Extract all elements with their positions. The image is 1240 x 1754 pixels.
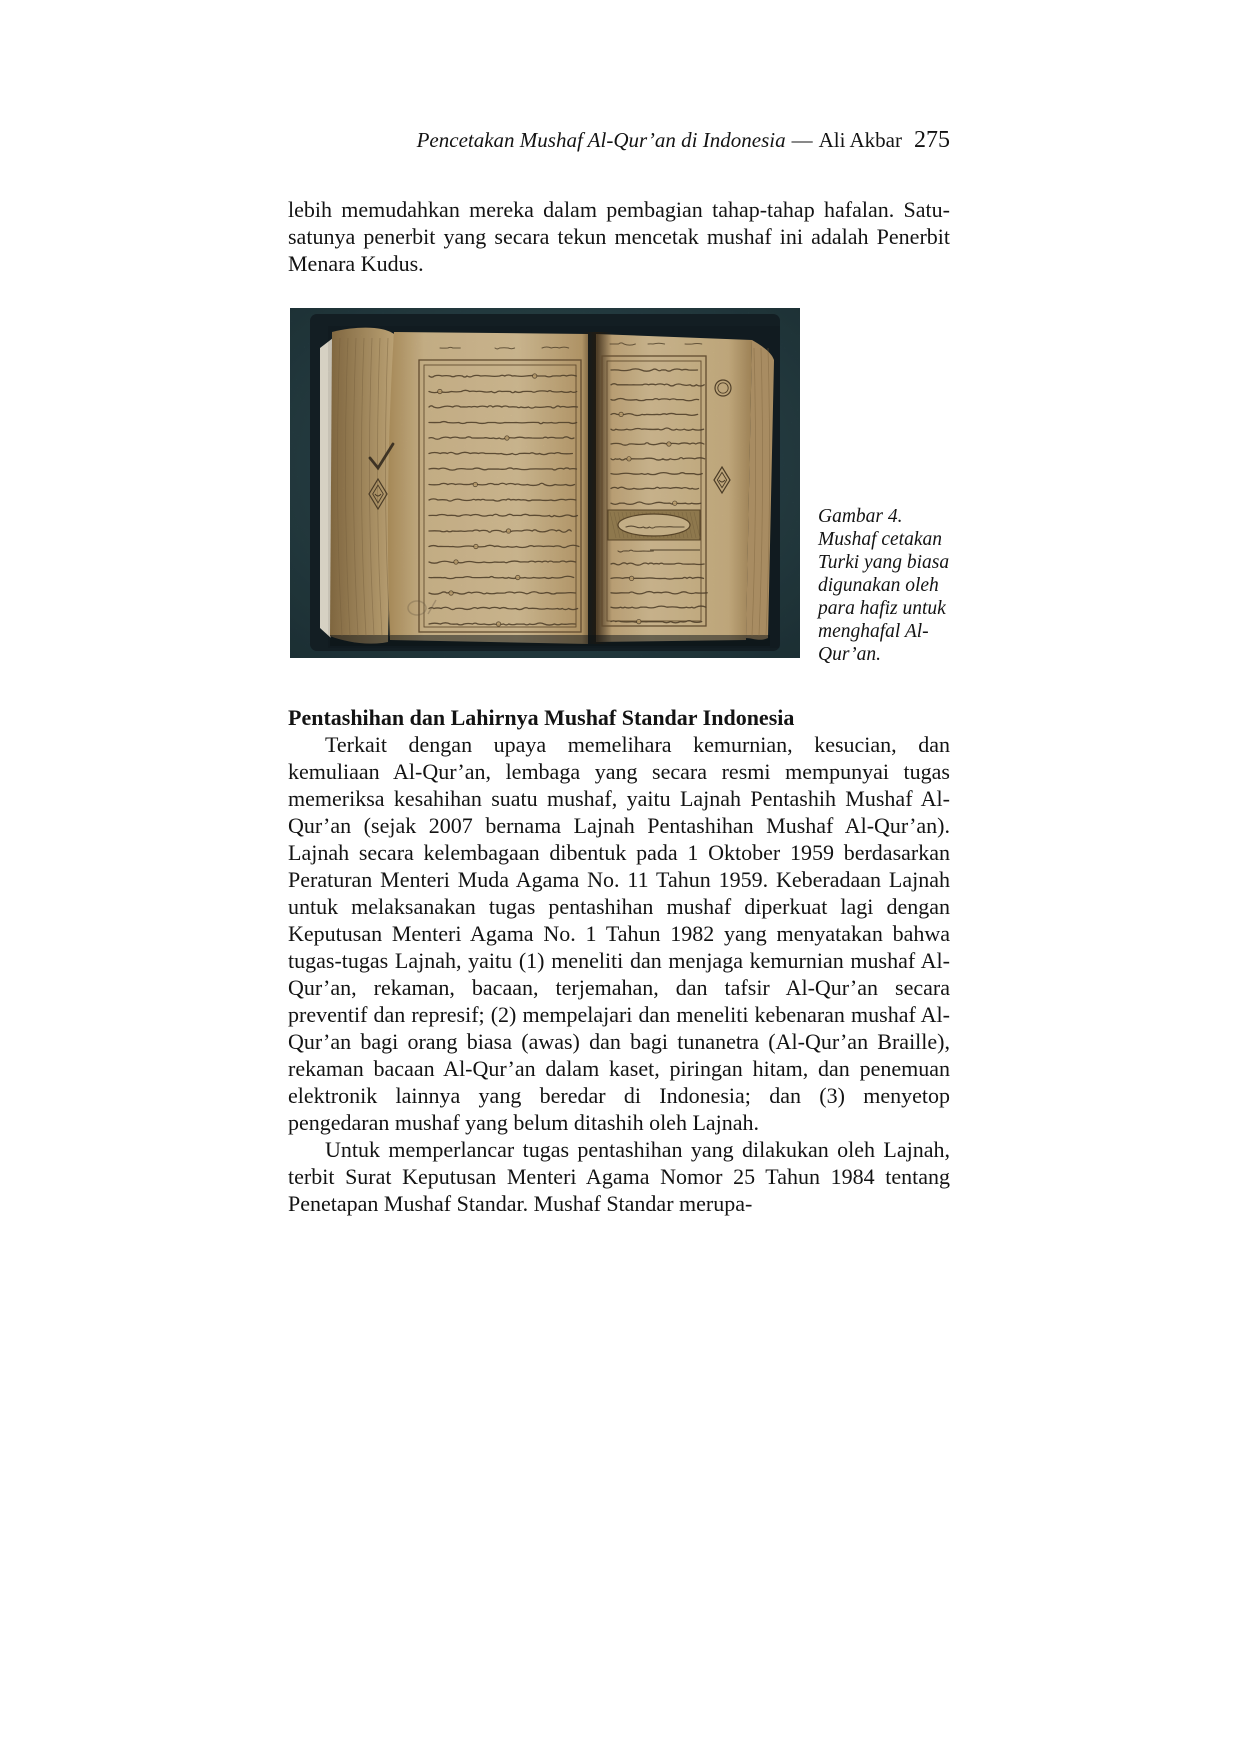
figure-4-photo: [290, 308, 800, 658]
body-paragraph-2: Untuk memperlancar tugas pentashihan yang dilakukan oleh Lajnah, terbit Surat Keputusan Menteri Agama Nomor 25 Tahun 1984 tentang Penetapan Mushaf Standar. Mushaf Standar merupa-: [288, 1137, 950, 1216]
header-author: Ali Akbar: [818, 128, 902, 152]
figure-caption: [818, 505, 970, 666]
header-separator: —: [791, 128, 813, 152]
section-heading: Pentashihan dan Lahirnya Mushaf Standar Indonesia: [288, 705, 795, 730]
figure-caption-label: Gambar 4.: [818, 506, 903, 527]
paper-grain-overlay: [328, 326, 780, 648]
section-pentashihan: [288, 704, 950, 1217]
figure-caption-text: Mushaf cetakan Turki yang biasa digunakan oleh para hafiz untuk menghafal Al-Qur’an.: [818, 529, 950, 665]
quran-photo: [290, 308, 800, 658]
running-header: [288, 127, 950, 153]
running-title: Pencetakan Mushaf Al-Qur’an di Indonesia: [416, 128, 786, 152]
page-number: 275: [914, 127, 950, 153]
body-paragraph-1: Terkait dengan upaya memelihara kemurnian, kesucian, dan kemuliaan Al-Qur’an, lembaga yang secara resmi mempunyai tugas memeriksa kesahihan suatu mushaf, yaitu Lajnah Pentashih Mushaf Al-Qur’an (sejak 2007 bernama Lajnah Pentashihan Mushaf Al-Qur’an). Lajnah secara kelembagaan dibentuk pada 1 Oktober 1959 berdasarkan Peraturan Menteri Muda Agama No. 11 Tahun 1959. Keberadaan Lajnah untuk melaksanakan tugas pentashihan mushaf diperkuat lagi dengan Keputusan Menteri Agama No. 1 Tahun 1982 yang menyatakan bahwa tugas-tugas Lajnah, yaitu (1) meneliti dan menjaga kemurnian mushaf Al-Qur’an, rekaman, bacaan, terjemahan, dan tafsir Al-Qur’an secara preventif dan represif; (2) mempelajari dan meneliti kebenaran mushaf Al-Qur’an bagi orang biasa (awas) dan bagi tunanetra (Al-Qur’an Braille), rekaman bacaan Al-Qur’an dalam kaset, piringan hitam, dan penemuan elektronik lainnya yang beredar di Indonesia; dan (3) menyetop pengedaran mushaf yang belum ditashih oleh Lajnah.: [288, 732, 950, 1135]
intro-paragraph: lebih memudahkan mereka dalam pembagian tahap-tahap hafalan. Satu-satunya penerbit yang secara tekun mencetak mushaf ini adalah Penerbit Menara Kudus.: [288, 197, 950, 276]
